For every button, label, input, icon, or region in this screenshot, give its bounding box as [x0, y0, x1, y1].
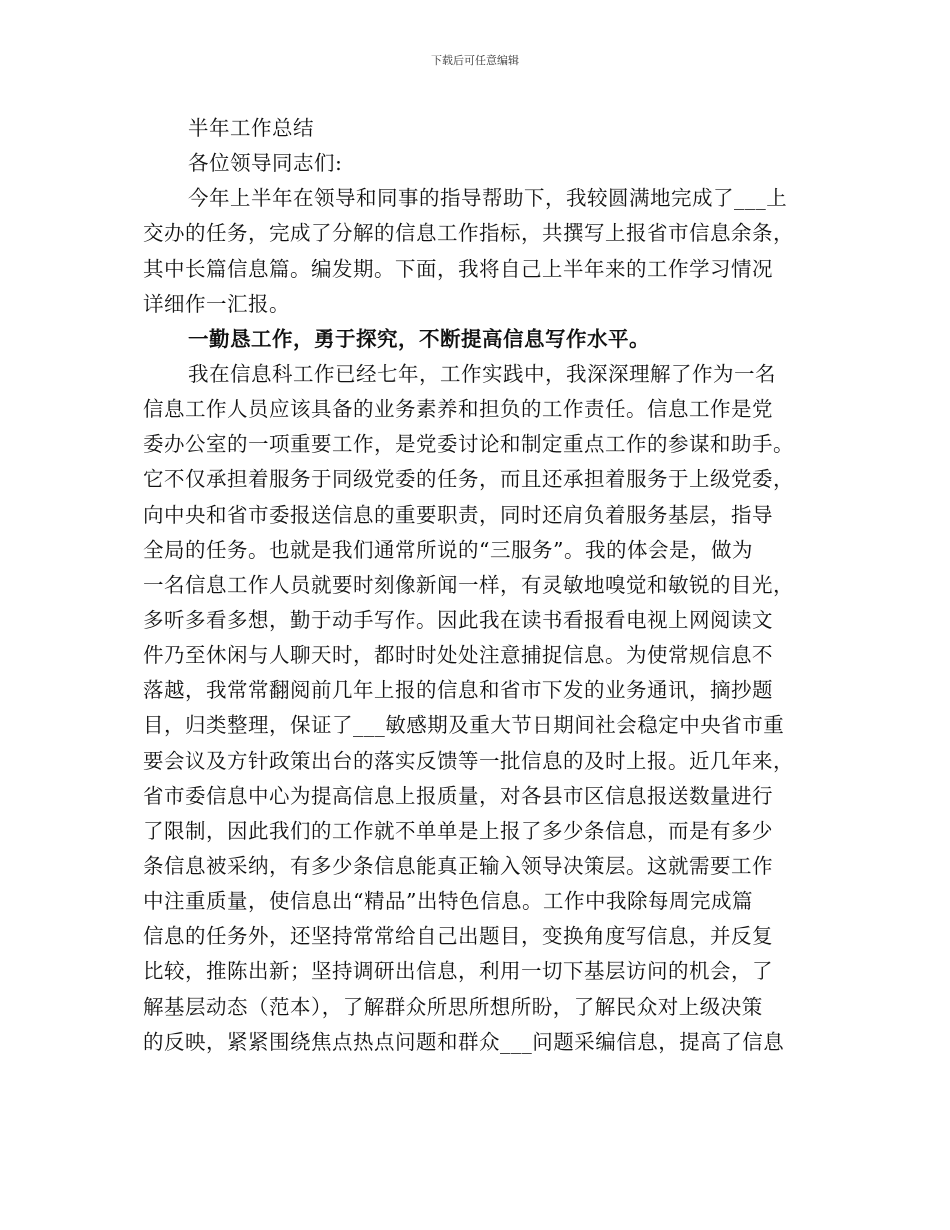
paragraph-line: 落越，我常常翻阅前几年上报的信息和省市下发的业务通讯，摘抄题	[143, 678, 773, 703]
paragraph-line: 比较，推陈出新；坚持调研出信息，利用一切下基层访问的机会，了	[143, 959, 773, 984]
paragraph-line: 了限制，因此我们的工作就不单单是上报了多少条信息，而是有多少	[143, 818, 773, 843]
paragraph-line: 件乃至休闲与人聊天时，都时时处处注意捕捉信息。为使常规信息不	[143, 643, 773, 668]
header-note: 下载后可任意编辑	[431, 54, 519, 67]
paragraph-line: 一名信息工作人员就要时刻像新闻一样，有灵敏地嗅觉和敏锐的目光，	[143, 572, 794, 597]
paragraph-line: 向中央和省市委报送信息的重要职责，同时还肩负着服务基层，指导	[143, 502, 773, 527]
paragraph-line: 交办的任务，完成了分解的信息工作指标，共撰写上报省市信息余条，	[143, 221, 794, 246]
paragraph-line: 要会议及方针政策出台的落实反馈等一批信息的及时上报。近几年来，	[143, 748, 794, 773]
paragraph-line: 委办公室的一项重要工作，是党委讨论和制定重点工作的参谋和助手。	[143, 432, 794, 457]
paragraph-line: 我在信息科工作已经七年，工作实践中，我深深理解了作为一名	[188, 361, 776, 386]
paragraph-line: 其中长篇信息篇。编发期。下面，我将自己上半年来的工作学习情况	[143, 256, 773, 281]
paragraph-line: 的反映，紧紧围绕焦点热点问题和群众___问题采编信息，提高了信息	[143, 1029, 785, 1054]
paragraph-line: 今年上半年在领导和同事的指导帮助下，我较圆满地完成了___上	[188, 186, 788, 211]
salutation: 各位领导同志们:	[188, 151, 343, 176]
paragraph-line: 省市委信息中心为提高信息上报质量，对各县市区信息报送数量进行	[143, 783, 773, 808]
paragraph-line: 信息工作人员应该具备的业务素养和担负的工作责任。信息工作是党	[143, 397, 773, 422]
section-heading: 一勤恳工作，勇于探究，不断提高信息写作水平。	[188, 326, 650, 351]
paragraph-line: 目，归类整理，保证了___敏感期及重大节日期间社会稳定中央省市重	[143, 713, 785, 738]
paragraph-line: 中注重质量，使信息出“精品”出特色信息。工作中我除每周完成篇	[143, 889, 753, 914]
paragraph-line: 全局的任务。也就是我们通常所说的“三服务”。我的体会是，做为	[143, 537, 753, 562]
paragraph-line: 信息的任务外，还坚持常常给自己出题目，变换角度写信息，并反复	[143, 924, 773, 949]
paragraph-line: 多听多看多想，勤于动手写作。因此我在读书看报看电视上网阅读文	[143, 607, 773, 632]
document-body	[143, 112, 809, 1061]
document-title: 半年工作总结	[188, 116, 314, 140]
paragraph-line: 解基层动态（范本），了解群众所思所想所盼，了解民众对上级决策	[143, 994, 763, 1019]
paragraph-line: 详细作一汇报。	[143, 291, 290, 316]
paragraph-line: 条信息被采纳，有多少条信息能真正输入领导决策层。这就需要工作	[143, 853, 773, 878]
paragraph-line: 它不仅承担着服务于同级党委的任务，而且还承担着服务于上级党委，	[143, 467, 794, 492]
